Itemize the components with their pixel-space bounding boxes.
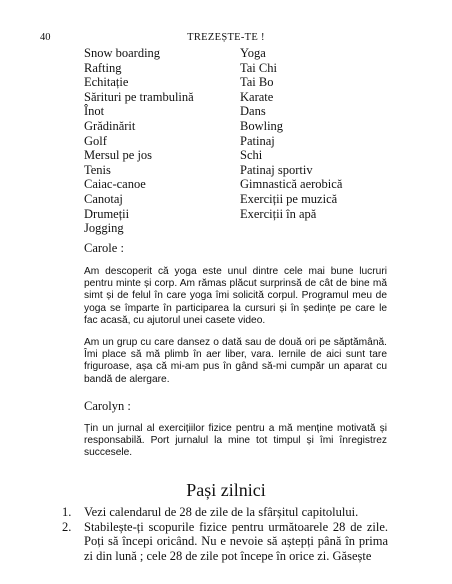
activity-item: Schi <box>240 148 263 163</box>
activity-item: Sărituri pe trambulină <box>84 89 194 104</box>
activity-item: Bowling <box>240 118 284 133</box>
activity-item: Exerciții pe muzică <box>240 191 338 206</box>
activity-item: Patinaj <box>240 133 275 148</box>
activity-item: Caiac-canoe <box>84 177 146 192</box>
activities-column-left <box>84 46 240 236</box>
step-text: Stabilește-ți scopurile fizice pentru următoarele 28 de zile. Poți să începi oricând. Nu e nevoie să aștepți până în prima zi din lună ; cele 28 de zile pot începe în orice zi. Găsește <box>84 519 388 563</box>
activity-item: Rafting <box>84 60 122 75</box>
activity-item: Golf <box>84 133 107 148</box>
section-title: Pași zilnici <box>186 480 266 500</box>
activity-item: Drumeții <box>84 206 130 221</box>
activity-item: Dans <box>240 104 266 119</box>
activities-column-right <box>240 46 410 236</box>
activity-item: Tai Bo <box>240 75 274 90</box>
step-item <box>62 505 388 520</box>
activity-item: Grădinărit <box>84 118 136 133</box>
activity-item: Yoga <box>240 46 266 60</box>
daily-steps-list <box>62 505 388 563</box>
activity-item: Exerciții în apă <box>240 206 317 221</box>
carole-paragraph-1: Am descoperit că yoga este unul dintre cele mai bune lucruri pentru minte și corp. Am rămas plăcut surprinsă de cât de bine mă simt și de felul în care yoga îmi solicită corpul. Programul meu de yoga se împarte în participarea la cursuri și în ședințe pe care le fac acasă, cu ajutorul unei casete video. <box>84 266 387 326</box>
step-number: 2. <box>62 519 72 534</box>
activity-item: Jogging <box>84 221 124 236</box>
activity-item: Tenis <box>84 162 111 177</box>
activity-item: Karate <box>240 89 274 104</box>
activity-item: Mersul pe jos <box>84 148 153 163</box>
step-item <box>62 520 388 564</box>
activity-item: Înot <box>84 104 105 119</box>
activities-list <box>84 46 414 236</box>
page-number: 40 <box>40 32 51 43</box>
step-text: Vezi calendarul de 28 de zile de la sfârșitul capitolului. <box>84 505 359 519</box>
speaker-carolyn: Carolyn : <box>84 399 131 413</box>
running-title: TREZEȘTE-TE ! <box>187 32 265 43</box>
step-number: 1. <box>62 505 72 519</box>
carolyn-paragraph-1: Țin un jurnal al exercițiilor fizice pentru a mă menține motivată și responsabilă. Port jurnalul la mine tot timpul și îmi înregistrez succesele. <box>84 423 387 459</box>
speaker-carole: Carole : <box>84 241 124 255</box>
carole-paragraph-2: Am un grup cu care dansez o dată sau de două ori pe săptămână. Îmi place să mă plimb în aer liber, vara. Iernile de aici sunt tare friguroase, așa că mi-am pus în gând să-mi cumpăr un aparat cu bandă de alergare. <box>84 337 387 385</box>
activity-item: Canotaj <box>84 191 123 206</box>
page-header <box>40 32 412 46</box>
activity-item: Snow boarding <box>84 46 161 60</box>
activity-item: Echitație <box>84 75 129 90</box>
activity-item: Tai Chi <box>240 60 277 75</box>
activity-item: Gimnastică aerobică <box>240 177 343 192</box>
activity-item: Patinaj sportiv <box>240 162 313 177</box>
